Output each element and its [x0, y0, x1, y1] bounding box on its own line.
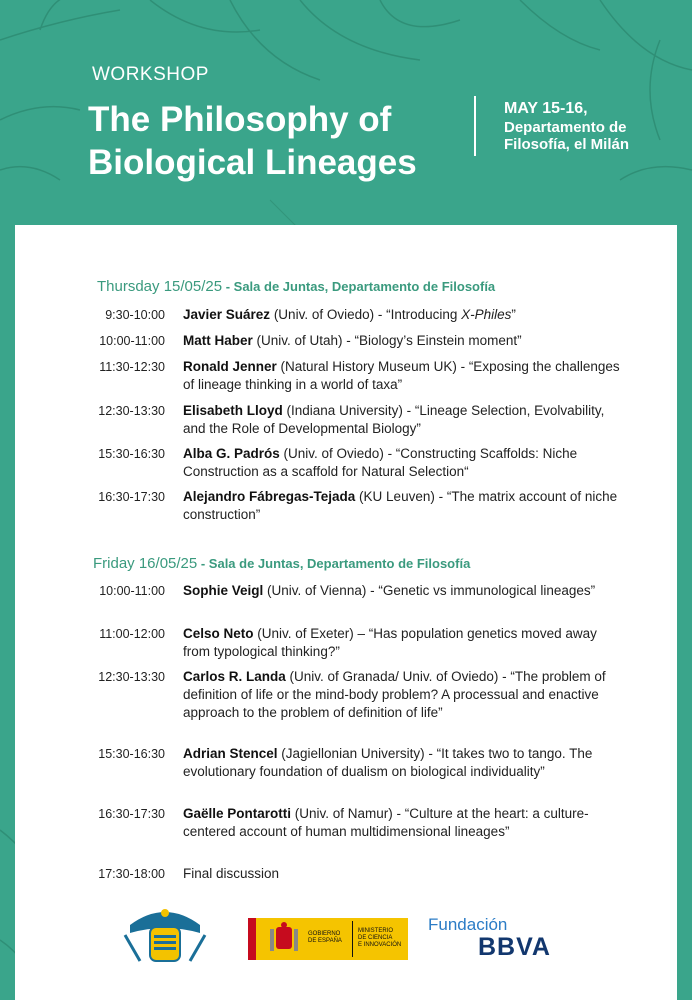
session-detail: (Univ. of Namur) - “Culture at the heart: a culture-centered account of human multidimensional lineages” — [183, 806, 589, 839]
session-detail: (KU Leuven) - “The matrix account of niche construction” — [183, 489, 618, 522]
session-time: 15:30-16:30 — [98, 447, 165, 461]
event-date: MAY 15-16, — [504, 100, 588, 117]
ministry-line-1: MINISTERIO — [358, 928, 394, 934]
session-time: 12:30-13:30 — [98, 404, 165, 418]
venue-line-1: Departamento de — [504, 119, 627, 136]
venue-line-2: Filosofía, el Milán — [504, 136, 630, 153]
session-italic: X-Philes — [461, 307, 512, 322]
government-logo — [248, 918, 408, 960]
event-meta — [504, 100, 629, 153]
workshop-title — [88, 98, 468, 184]
session-detail: (Univ. of Vienna) - “Genetic vs immunological lineages” — [263, 583, 596, 598]
speaker-name: Sophie Veigl — [183, 583, 264, 598]
gov-line-1: GOBIERNO — [308, 931, 341, 937]
gov-line-2: DE ESPAÑA — [308, 938, 342, 944]
workshop-kicker: WORKSHOP — [92, 64, 209, 85]
speaker-name: Alejandro Fábregas-Tejada — [183, 489, 356, 504]
program-card: Thursday 15/05/25 - Sala de Juntas, Departamento de Filosofía 9:30-10:00 Javier Suárez (Univ. of Oviedo) - “Introducing X-Philes” 10:00-11:00 Matt Haber (Univ. of Utah) - “Biology’s Einstein moment” 11:30-12:30 Ronald Jenner (Natural History Museum UK) - “Exposing the challenges of lineage thinking in a world of taxa” 12:30-13:30 Elisabeth Lloyd (Indiana University) - “Lineage Selection, Evolvability, and the Role of Developmental Biology” 15:30-16:30 Alba G. Padrós (Univ. of Oviedo) - “Constructing Scaffolds: Niche Construction as a scaffold for Natural Selection“ 16:30-17:30 Alejandro Fábregas-Tejada (KU Leuven) - “The matrix account of niche construction” Friday 16/05/25 - Sala de Juntas, Departamento de Filosofía 10:00-11:00 Sophie Veigl (Univ. of Vienna) - “Genetic vs immunological lineages” 11:00-12:00 Celso Neto (Univ. of Exeter) – “Has population genetics moved away from typological thinking?” 12:30-13:30 Carlos R. Landa (Univ. of Granada/ Univ. of Oviedo) - “The problem of definition of life or the mind-body problem? A processual and enactive approach to the problem of definition of life” 15:30-16:30 Adrian Stencel (Jagiellonian University) - “It takes two to tango. The evolutionary foundation of dualism on biological individuality” 16:30-17:30 Gaëlle Pontarotti (Univ. of Namur) - “Culture at the heart: a culture-centered account of human multidimensional lineages” 17:30-18:00 Final discussion — [15, 225, 677, 1000]
ministry-line-2: DE CIENCIA — [358, 935, 393, 941]
session-time: 12:30-13:30 — [98, 670, 165, 684]
session-time: 16:30-17:30 — [98, 807, 165, 821]
bbva-logo: BBVA — [478, 933, 551, 961]
session-detail: (Univ. of Oviedo) - “Introducing — [270, 307, 462, 322]
session-time: 11:00-12:00 — [99, 627, 165, 641]
speaker-name: Ronald Jenner — [183, 359, 277, 374]
title-line-1: The Philosophy of — [88, 100, 392, 139]
ministry-line-3: E INNOVACIÓN — [358, 942, 402, 948]
speaker-name: Celso Neto — [183, 626, 254, 641]
session-detail: (Indiana University) - “Lineage Selection, Evolvability, and the Role of Developmental Biology” — [183, 403, 605, 436]
session-detail: (Univ. of Oviedo) - “Constructing Scaffolds: Niche Construction as a scaffold for Natural Selection“ — [183, 446, 578, 479]
speaker-name: Gaëlle Pontarotti — [183, 806, 292, 821]
fundacion-label: Fundación — [428, 915, 508, 934]
session-detail: (Jagiellonian University) - “It takes two to tango. The evolutionary foundation of dualism on biological individuality” — [183, 746, 593, 779]
speaker-name: Carlos R. Landa — [183, 669, 286, 684]
session-time: 9:30-10:00 — [105, 308, 165, 322]
speaker-name: Alba G. Padrós — [183, 446, 280, 461]
session-time: 17:30-18:00 — [98, 867, 165, 881]
session-detail: Final discussion — [183, 866, 280, 881]
session-time: 10:00-11:00 — [99, 334, 165, 348]
session-time: 15:30-16:30 — [98, 747, 165, 761]
session-time: 10:00-11:00 — [99, 584, 165, 598]
day-heading-thursday: Thursday 15/05/25 - Sala de Juntas, Departamento de Filosofía — [97, 278, 496, 295]
speaker-name: Matt Haber — [183, 333, 253, 348]
speaker-name: Javier Suárez — [183, 307, 271, 322]
speaker-name: Elisabeth Lloyd — [183, 403, 283, 418]
session-detail: (Univ. of Exeter) – “Has population genetics moved away from typological thinking?” — [183, 626, 597, 659]
session-detail: (Univ. of Utah) - “Biology’s Einstein moment” — [252, 333, 522, 348]
session-detail: (Univ. of Granada/ Univ. of Oviedo) - “The problem of definition of life or the mind-body problem? A processual and enactive approach to the problem of definition of life” — [183, 669, 606, 720]
coat-of-arms-icon — [266, 921, 302, 957]
session-time: 16:30-17:30 — [98, 490, 165, 504]
header-divider — [474, 96, 476, 156]
session-detail: (Natural History Museum UK) - “Exposing the challenges of lineage thinking in a world of taxa” — [183, 359, 620, 392]
speaker-name: Adrian Stencel — [183, 746, 278, 761]
title-line-2: Biological Lineages — [88, 143, 417, 182]
university-seal-logo — [120, 905, 210, 967]
session-time: 11:30-12:30 — [99, 360, 165, 374]
day-heading-friday: Friday 16/05/25 - Sala de Juntas, Departamento de Filosofía — [93, 555, 471, 572]
